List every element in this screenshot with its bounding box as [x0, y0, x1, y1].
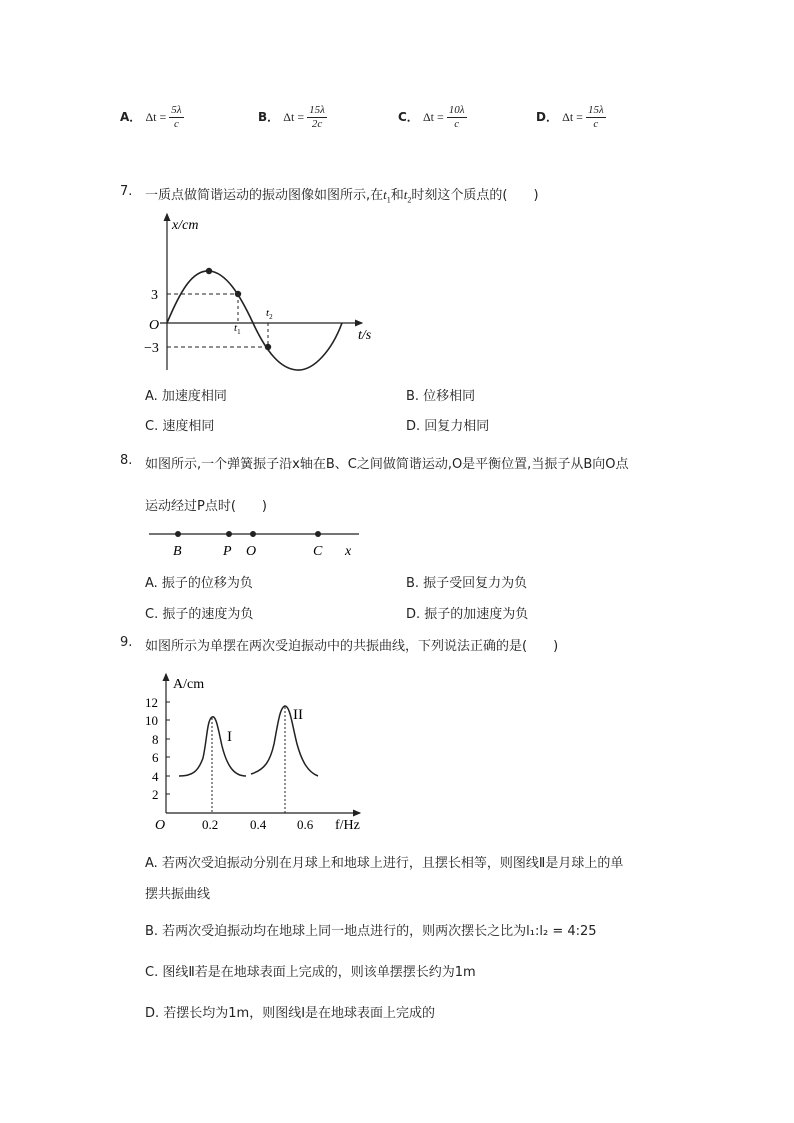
- q6-option-a: [120, 104, 184, 131]
- q9-option-d[interactable]: D. 若摆长均为1m，则图线Ⅰ是在地球表面上完成的: [145, 1006, 436, 1021]
- q7-option-b[interactable]: B. 位移相同: [406, 389, 476, 404]
- sine-curve: [167, 271, 342, 370]
- q7-stem-t2-sub: 2: [407, 195, 412, 205]
- q6-option-letter: A．: [120, 110, 142, 124]
- tick-label-neg3: −3: [144, 341, 159, 356]
- q9-option-b[interactable]: B. 若两次受迫振动均在地球上同一地点进行的，则两次摆长之比为l₁:l₂ = 4:25: [145, 924, 597, 939]
- t1-label: [234, 322, 241, 336]
- point-t1: [235, 291, 241, 297]
- q7-stem-t2: t: [403, 187, 408, 202]
- q6-option-letter: B．: [258, 110, 280, 124]
- q6-frac-den: c: [593, 118, 599, 130]
- curve-2-label: II: [293, 707, 303, 723]
- q6-frac-num: 10λ: [448, 104, 465, 116]
- q7-stem-text: 和: [390, 188, 404, 203]
- y-tick-2: 2: [152, 787, 159, 802]
- q8-stem-line1: 如图所示,一个弹簧振子沿x轴在B、C之间做简谐运动,O是平衡位置,当振子从B向O点: [145, 457, 629, 472]
- q9-resonance-graph: [140, 668, 380, 838]
- q8-stem-line2: 运动经过P点时( ): [145, 499, 267, 514]
- t2-label: [266, 307, 273, 321]
- label-o: O: [246, 544, 257, 559]
- q6-frac-den: c: [173, 118, 179, 130]
- q6-option-d: [536, 104, 606, 131]
- q6-option-letter: D．: [536, 110, 558, 124]
- y-tick-12: 12: [145, 695, 158, 710]
- q6-frac-num: 5λ: [171, 104, 182, 116]
- q7-stem-t1: t: [383, 187, 387, 202]
- q6-frac-num: 15λ: [587, 104, 604, 116]
- q6-formula-lhs: Δt =: [422, 110, 444, 124]
- y-tick-4: 4: [152, 769, 159, 784]
- q6-frac-den: 2c: [311, 118, 323, 130]
- q8-option-d[interactable]: D. 振子的加速度为负: [406, 607, 529, 622]
- q6-frac-num: 15λ: [309, 104, 325, 116]
- q9-number: 9.: [120, 635, 133, 650]
- t1-letter: t: [234, 322, 238, 334]
- q9-stem: 如图所示为单摆在两次受迫振动中的共振曲线，下列说法正确的是( ): [145, 639, 559, 654]
- point-p: [226, 531, 232, 537]
- x-tick-0.6: 0.6: [297, 817, 314, 832]
- origin-label: O: [155, 818, 166, 833]
- q7-stem-text: 一质点做简谐运动的振动图像如图所示,在: [145, 188, 384, 203]
- q7-option-c[interactable]: C. 速度相同: [145, 419, 215, 434]
- y-tick-6: 6: [152, 750, 159, 765]
- label-c: C: [313, 544, 323, 559]
- q8-option-a[interactable]: A. 振子的位移为负: [145, 576, 253, 591]
- q8-option-c[interactable]: C. 振子的速度为负: [145, 607, 254, 622]
- point-t2: [265, 344, 271, 350]
- q6-frac-den: c: [454, 118, 460, 130]
- q7-stem-t1-sub: 1: [386, 195, 391, 205]
- q8-number-line-figure: [145, 522, 370, 562]
- x-tick-0.2: 0.2: [202, 817, 219, 832]
- point-c: [315, 531, 321, 537]
- q7-stem: [145, 184, 539, 205]
- q6-formula-lhs: Δt =: [562, 110, 583, 124]
- y-tick-8: 8: [152, 732, 159, 747]
- y-axis-label: x/cm: [172, 218, 199, 233]
- origin-label: O: [149, 318, 160, 333]
- q7-stem-text: 时刻这个质点的( ): [411, 188, 539, 203]
- curve-1-label: I: [227, 729, 232, 745]
- q6-formula-lhs: Δt =: [283, 110, 305, 124]
- q8-number: 8.: [120, 453, 133, 468]
- peak-point: [206, 268, 212, 274]
- label-p: P: [223, 544, 232, 559]
- q6-option-b: [258, 104, 327, 131]
- q8-option-b[interactable]: B. 振子受回复力为负: [406, 576, 528, 591]
- q9-option-c[interactable]: C. 图线Ⅱ若是在地球表面上完成的，则该单摆摆长约为1m: [145, 965, 476, 980]
- point-o: [250, 531, 256, 537]
- q6-option-c: [398, 104, 467, 131]
- q7-option-a[interactable]: A. 加速度相同: [145, 389, 227, 404]
- q9-option-a-line2[interactable]: 摆共振曲线: [145, 887, 211, 902]
- t2-letter: t: [266, 307, 270, 319]
- y-tick-10: 10: [145, 713, 158, 728]
- x-axis-label: t/s: [358, 328, 372, 343]
- q6-formula-lhs: Δt =: [145, 110, 167, 124]
- tick-label-3: 3: [151, 288, 158, 303]
- x-tick-0.4: 0.4: [250, 817, 267, 832]
- x-axis-label: f/Hz: [335, 818, 360, 833]
- y-axis-label: A/cm: [173, 677, 205, 692]
- t1-subscript: 1: [237, 328, 241, 336]
- q9-option-a-line1[interactable]: A. 若两次受迫振动分别在月球上和地球上进行，且摆长相等，则图线Ⅱ是月球上的单: [145, 856, 624, 871]
- q7-vibration-graph: [140, 210, 390, 378]
- label-x-axis: x: [345, 544, 352, 559]
- t2-subscript: 2: [269, 313, 273, 321]
- label-b: B: [173, 544, 182, 559]
- q6-option-letter: C．: [398, 110, 419, 124]
- q7-option-d[interactable]: D. 回复力相同: [406, 419, 490, 434]
- q7-number: 7.: [120, 184, 133, 199]
- point-b: [175, 531, 181, 537]
